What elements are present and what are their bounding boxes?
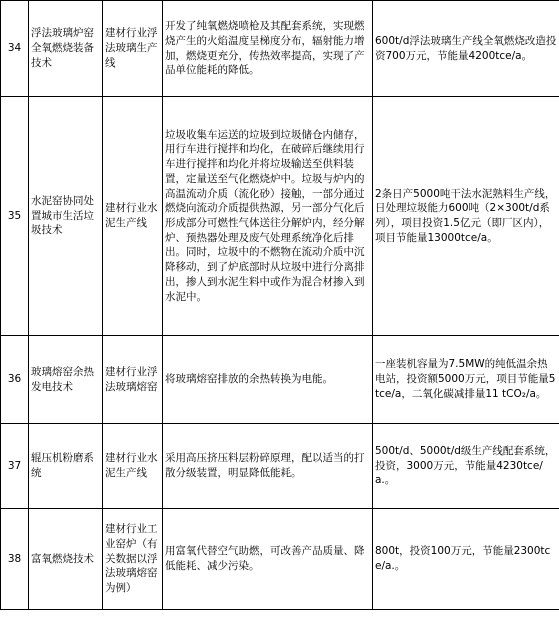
case-study: 600t/d浮法玻璃生产线全氧燃烧改造投资700万元，节能量4200tce/a。 — [373, 1, 559, 97]
technology-description: 用富氧代替空气助燃，可改善产品质量、降低能耗、减少污染。 — [163, 509, 373, 610]
table-row — [1, 336, 559, 424]
applicable-industry: 建材行业水泥生产线 — [103, 97, 163, 336]
technology-name: 浮法玻璃炉窑全氧燃烧装备技术 — [29, 1, 103, 97]
case-study: 一座装机容量为7.5MW的纯低温余热电站，投资额5000万元，项目节能量5 tce/a，二氧化碳减排量11 tCO₂/a。 — [373, 336, 559, 424]
row-number: 38 — [1, 509, 29, 610]
applicable-industry: 建材行业浮法玻璃熔窑 — [103, 336, 163, 424]
technology-description: 开发了纯氧燃烧喷枪及其配套系统，实现燃烧产生的火焰温度呈梯度分布，辐射能力增加，燃烧更充分，传热效率提高，实现了产品单位能耗的降低。 — [163, 1, 373, 97]
technology-name: 辊压机粉磨系统 — [29, 424, 103, 509]
table-row — [1, 1, 559, 97]
row-number: 35 — [1, 97, 29, 336]
applicable-industry: 建材行业工业窑炉（有关数据以浮法玻璃熔窑为例） — [103, 509, 163, 610]
applicable-industry: 建材行业水泥生产线 — [103, 424, 163, 509]
row-number: 36 — [1, 336, 29, 424]
applicable-industry: 建材行业浮法玻璃生产线 — [103, 1, 163, 97]
technology-description: 采用高压挤压料层粉碎原理，配以适当的打散分级装置，明显降低能耗。 — [163, 424, 373, 509]
technology-name: 富氧燃烧技术 — [29, 509, 103, 610]
case-study: 500t/d、5000t/d级生产线配套系统，投资，3000万元，节能量4230tce/a.。 — [373, 424, 559, 509]
case-study: 800t，投资100万元，节能量2300tce/a.。 — [373, 509, 559, 610]
technology-name: 水泥窑协同处置城市生活垃圾技术 — [29, 97, 103, 336]
technology-description: 将玻璃熔窑排放的余热转换为电能。 — [163, 336, 373, 424]
table-row — [1, 509, 559, 610]
technology-description: 垃圾收集车运送的垃圾到垃圾储仓内储存，用行车进行搅拌和均化，在破碎后继续用行车进行搅拌和均化并将垃圾输送至供料装置，定量送至气化燃烧炉中。垃圾与炉内的高温流动介质（流化砂）接触，一部分通过燃烧向流动介质提供热源，另一部分气化后形成部分可燃性气体送往分解炉内，经分解炉、预热器处理及废气处理系统净化后排出。同时，垃圾中的不燃物在流动介质中沉降移动，到了炉底部时从垃圾中进行分离排出，掺人到水泥生料中或作为混合材掺入到水泥中。 — [163, 97, 373, 336]
table-row — [1, 97, 559, 336]
table-row — [1, 424, 559, 509]
row-number: 37 — [1, 424, 29, 509]
case-study: 2条日产5000吨干法水泥熟料生产线，日处理垃圾能力600吨（2×300t/d系列），项目投资1.5亿元（即厂区内），项目节能量13000tce/a。 — [373, 97, 559, 336]
row-number: 34 — [1, 1, 29, 97]
technology-name: 玻璃熔窑余热发电技术 — [29, 336, 103, 424]
